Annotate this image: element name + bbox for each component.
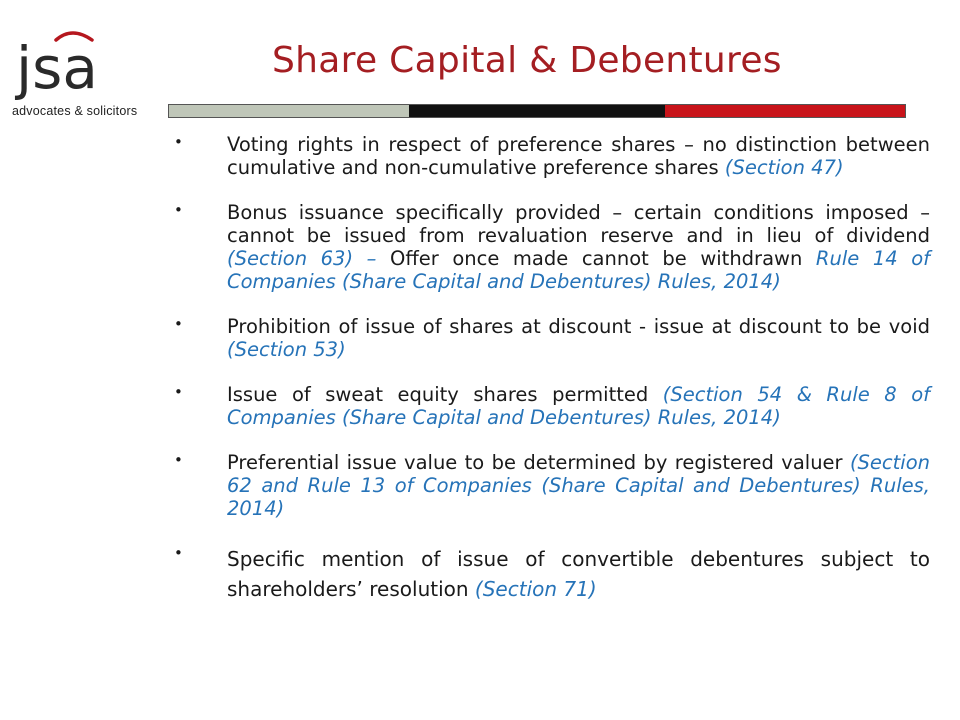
tricolor-rule xyxy=(168,104,906,118)
bullet-text xyxy=(227,544,930,604)
bullet-item xyxy=(170,451,930,520)
bullet-item xyxy=(170,315,930,361)
rule-segment-black xyxy=(409,105,665,117)
bullet-dot-icon: • xyxy=(174,201,183,219)
jsa-logo xyxy=(6,30,156,126)
section-reference: (Section 62 and Rule 13 of Companies (Share Capital and Debentures) Rules, 2014) xyxy=(227,451,930,520)
bullet-dot-icon: • xyxy=(174,133,183,151)
jsa-logo-icon xyxy=(14,30,114,100)
rule-reference: Rule 14 of Companies (Share Capital and Debentures) Rules, 2014) xyxy=(227,247,931,293)
bullet-body: Offer once made cannot be withdrawn xyxy=(376,247,816,270)
bullet-dot-icon: • xyxy=(174,451,183,469)
bullet-dot-icon: • xyxy=(174,383,183,401)
bullet-body: Voting rights in respect of preference shares – no distinction between cumulative and non-cumulative preference shares xyxy=(227,133,930,179)
logo-mark-text: jsa xyxy=(16,34,98,100)
bullet-body: Issue of sweat equity shares permitted xyxy=(227,383,663,406)
bullet-list xyxy=(170,133,930,604)
bullet-dot-icon: • xyxy=(174,544,183,562)
bullet-dot-icon: • xyxy=(174,315,183,333)
section-reference: (Section 47) xyxy=(724,156,844,179)
slide-title: Share Capital & Debentures xyxy=(272,40,782,81)
rule-segment-red xyxy=(665,105,905,117)
section-reference: (Section 71) xyxy=(474,577,597,601)
logo-caption: advocates & solicitors xyxy=(12,104,138,118)
section-reference: (Section 54 & Rule 8 of Companies (Share Capital and Debentures) Rules, 2014) xyxy=(227,383,930,429)
bullet-item xyxy=(170,383,930,429)
bullet-text xyxy=(227,451,930,520)
bullet-body: Prohibition of issue of shares at discount - issue at discount to be void xyxy=(227,315,930,338)
section-reference: (Section 53) xyxy=(227,338,346,361)
bullet-item xyxy=(170,133,930,179)
bullet-text xyxy=(227,133,930,179)
bullet-body: Bonus issuance specifically provided – certain conditions imposed – cannot be issued from revaluation reserve and in lieu of dividend xyxy=(227,201,930,247)
bullet-text xyxy=(227,201,930,293)
bullet-item xyxy=(170,201,930,293)
section-reference: (Section 63) – xyxy=(227,247,377,270)
bullet-item xyxy=(170,544,930,604)
bullet-text xyxy=(227,315,930,361)
bullet-text xyxy=(227,383,930,429)
bullet-body: Specific mention of issue of convertible debentures subject to shareholders’ resolution xyxy=(227,547,930,601)
bullet-body: Preferential issue value to be determined by registered valuer xyxy=(227,451,850,474)
rule-segment-grey xyxy=(169,105,409,117)
